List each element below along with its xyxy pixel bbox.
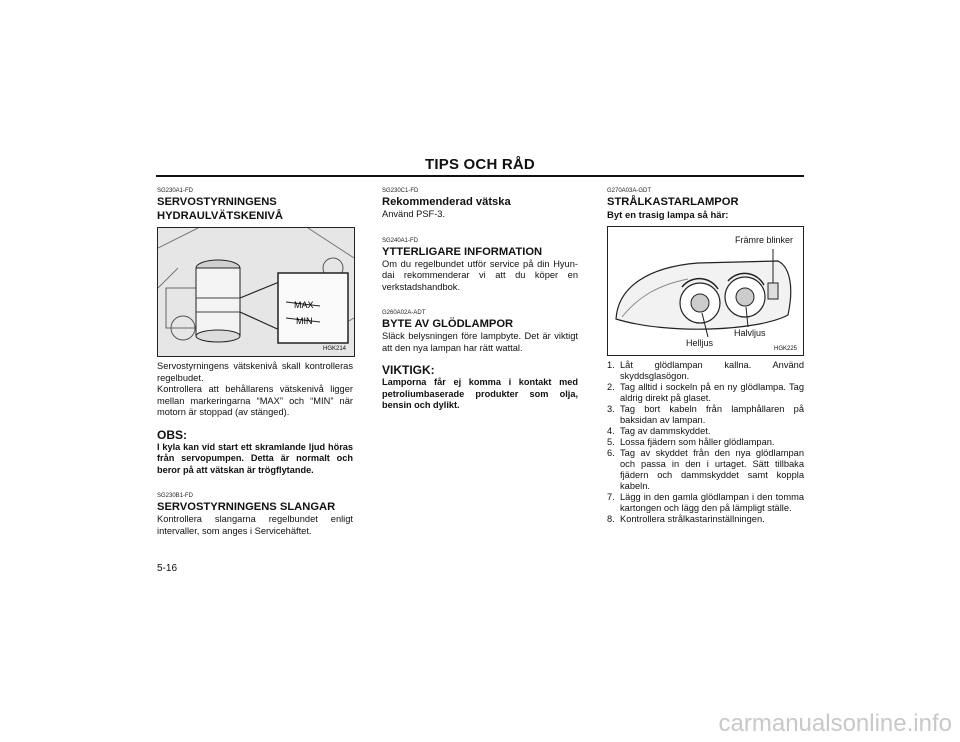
header-rule bbox=[156, 175, 804, 177]
front-blinker-label: Främre blinker bbox=[734, 235, 793, 245]
step-number: 5. bbox=[607, 437, 615, 447]
reservoir-figure bbox=[157, 227, 355, 357]
page-number: 5-16 bbox=[157, 563, 178, 574]
step-item bbox=[607, 514, 804, 525]
high-beam-label: Helljus bbox=[686, 338, 714, 348]
figure-code: HGK214 bbox=[322, 346, 346, 352]
obs-heading: OBS: bbox=[157, 427, 187, 442]
section-code: SG230C1-FD bbox=[382, 188, 419, 194]
headlamp-figure bbox=[607, 226, 804, 356]
page-title: TIPS OCH RÅD bbox=[425, 156, 535, 173]
section-body: Servostyrningens vätskenivå skall kontrolleras regelbudet. Kontrollera att behållarens vätskenivå ligger mellan markeringarna “MAX” och “MIN” när motorn är stoppad (av stänged). bbox=[157, 361, 353, 417]
section-body: Om du regelbundet utför service på din Hyun-dai rekommenderar vi att du köper en verkstadshandbok. bbox=[382, 258, 578, 292]
low-beam-label: Halvljus bbox=[734, 328, 766, 338]
step-text: Tag av skyddet från den nya glödlampan och passa in den i urtaget. Sätt tillbaka fjädern och dammskyddet samt koppla kabeln. bbox=[620, 448, 804, 491]
step-number: 6. bbox=[607, 448, 615, 458]
section-subheading: Byt en trasig lampa så här: bbox=[607, 210, 729, 221]
warning-heading: VIKTIGK: bbox=[382, 363, 435, 377]
section-body: Använd PSF-3. bbox=[382, 209, 446, 219]
step-item bbox=[607, 492, 804, 514]
section-code: SG230B1-FD bbox=[157, 493, 194, 499]
step-text: Kontrollera strålkastarinställningen. bbox=[620, 514, 765, 524]
step-number: 4. bbox=[607, 426, 615, 436]
section-code: SG230A1-FD bbox=[157, 188, 194, 194]
section-heading: Rekommenderad vätska bbox=[382, 196, 511, 208]
step-text: Låt glödlampan kallna. Använd skyddsglasögon. bbox=[620, 360, 804, 381]
step-number: 3. bbox=[607, 404, 615, 414]
step-item bbox=[607, 437, 804, 448]
figure-code: HGK225 bbox=[773, 346, 797, 352]
column-middle bbox=[382, 187, 578, 412]
step-item bbox=[607, 448, 804, 492]
column-left bbox=[157, 187, 353, 537]
step-item bbox=[607, 382, 804, 404]
section-body: Släck belysningen före lampbyte. Det är viktigt att den nya lampan har rätt wattal. bbox=[382, 331, 578, 353]
step-text: Tag bort kabeln från lamphållaren på baksidan av lampan. bbox=[620, 404, 804, 425]
warning-body: Lamporna får ej komma i kontakt med petroliumbaserade produkter som olja, bensin och dylikt. bbox=[382, 377, 578, 410]
max-label: MAX bbox=[294, 300, 314, 310]
headlamp-illustration bbox=[608, 227, 803, 355]
section-heading: BYTE AV GLÖDLAMPOR bbox=[382, 318, 514, 330]
step-item bbox=[607, 360, 804, 382]
step-text: Tag alltid i sockeln på en ny glödlampa. Tag aldrig direkt på glaset. bbox=[620, 382, 804, 403]
step-list bbox=[607, 360, 804, 525]
column-right bbox=[607, 187, 804, 525]
step-item bbox=[607, 404, 804, 426]
step-text: Tag av dammskyddet. bbox=[620, 426, 711, 436]
step-number: 1. bbox=[607, 360, 615, 370]
step-number: 7. bbox=[607, 492, 615, 502]
step-text: Lägg in den gamla glödlampan i den tomma kartongen och lägg den på lämpligt ställe. bbox=[620, 492, 804, 513]
step-number: 8. bbox=[607, 514, 615, 524]
section-code: G260A02A-ADT bbox=[382, 310, 426, 316]
section-heading: SERVOSTYRNINGENS SLANGAR bbox=[157, 501, 336, 513]
section-heading: SERVOSTYRNINGENS HYDRAULVÄTSKENIVÅ bbox=[157, 196, 283, 222]
reservoir-illustration bbox=[158, 228, 354, 356]
step-item bbox=[607, 426, 804, 437]
section-code: G270A03A-GDT bbox=[607, 188, 652, 194]
section-heading: STRÅLKASTARLAMPOR bbox=[607, 196, 739, 208]
section-body: Kontrollera slangarna regelbundet enligt intervaller, som anges i Servicehäftet. bbox=[157, 514, 353, 536]
section-code: SG240A1-FD bbox=[382, 237, 419, 244]
min-label: MIN bbox=[296, 316, 313, 326]
obs-body: I kyla kan vid start ett skramlande ljud höras från servopumpen. Detta är normalt och beror på att vätskan är trögflytande. bbox=[157, 441, 353, 475]
watermark: carmanualsonline.info bbox=[718, 710, 952, 737]
step-number: 2. bbox=[607, 382, 615, 392]
step-text: Lossa fjädern som håller glödlampan. bbox=[620, 437, 775, 447]
section-heading: YTTERLIGARE INFORMATION bbox=[382, 245, 543, 258]
